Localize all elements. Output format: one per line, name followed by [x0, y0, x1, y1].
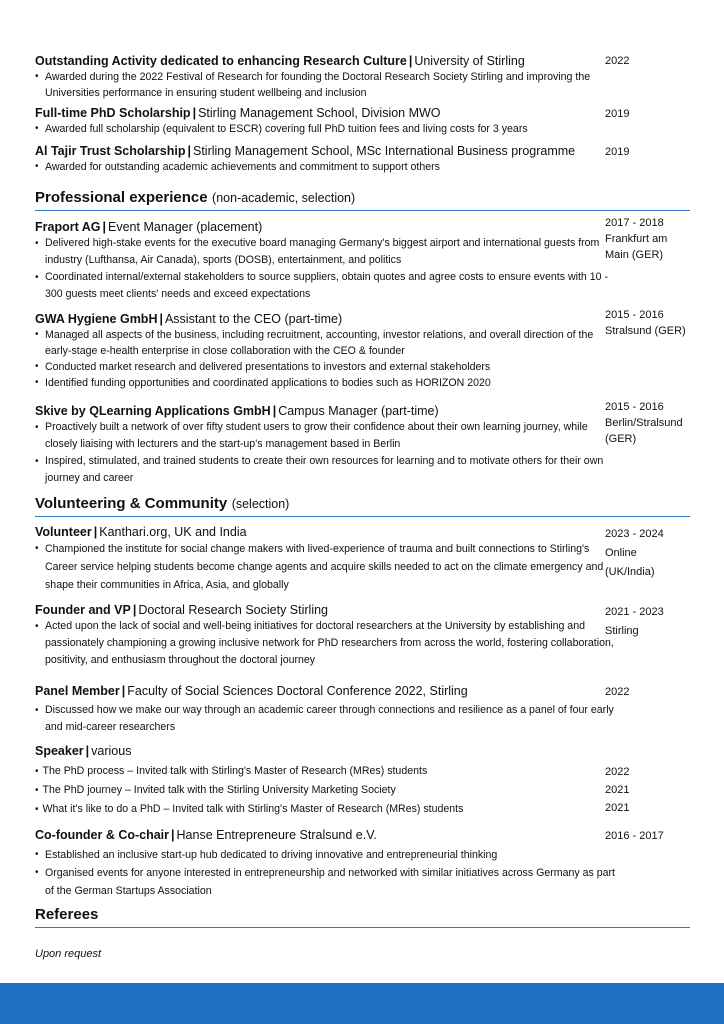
entry-heading: GWA Hygiene GmbH | Assistant to the CEO (part-time): [35, 312, 343, 326]
entry-date: [605, 399, 715, 447]
entry-heading: Speaker | various: [35, 744, 132, 758]
entry-heading: Co-founder & Co-chair | Hanse Entrepreneure Stralsund e.V.: [35, 828, 377, 842]
talk-year: 2021: [605, 802, 630, 814]
award-entry: [35, 143, 690, 175]
volunteer-entry: [35, 743, 690, 819]
section-title: Professional experience: [35, 189, 208, 206]
award-entry: [35, 105, 690, 137]
entry-date-range: 2015 - 2016: [605, 401, 664, 413]
bullet-item: • Organised events for anyone interested in entrepreneurship and networked with similar initiatives across Germany as part of the German Startups Association: [35, 864, 615, 900]
entry-date-range: 2021 - 2023: [605, 606, 664, 618]
referees-text: Upon request: [35, 948, 102, 960]
entry-date: [605, 307, 715, 339]
volunteer-entry: [35, 602, 690, 669]
bullet-item: • Awarded for outstanding academic achievements and commitment to support others: [35, 159, 615, 175]
entry-heading: Panel Member | Faculty of Social Sciences Doctoral Conference 2022, Stirling: [35, 684, 468, 698]
talk-item: • The PhD process – Invited talk with Stirling's Master of Research (MRes) students: [35, 762, 605, 781]
entry-year: 2022: [605, 686, 630, 698]
bullet-item: • Managed all aspects of the business, including recruitment, accounting, investor relations, and overall direction of the early-stage e-health enterprise in close collaboration with the CEO & founder: [35, 327, 615, 359]
entry-location: Frankfurt am Main (GER): [605, 233, 668, 261]
entry-date-range: 2023 - 2024: [605, 528, 664, 540]
entry-title: Fraport AG: [35, 220, 101, 234]
entry-title: Panel Member: [35, 684, 120, 698]
entry-org: Campus Manager (part-time): [278, 404, 439, 418]
entry-org: Doctoral Research Society Stirling: [138, 603, 329, 617]
entry-heading: Full-time PhD Scholarship | Stirling Management School, Division MWO: [35, 106, 441, 120]
entry-year: 2022: [605, 55, 630, 67]
talk-year: 2021: [605, 784, 630, 796]
entry-title: Skive by QLearning Applications GmbH: [35, 404, 271, 418]
entry-title: Founder and VP: [35, 603, 131, 617]
entry-date: [605, 603, 715, 641]
entry-org: Hanse Entrepreneure Stralsund e.V.: [176, 828, 377, 842]
entry-title: Co-founder & Co-chair: [35, 828, 170, 842]
section-subtitle: (selection): [231, 497, 290, 511]
entry-location: Stirling: [605, 625, 639, 637]
entry-date-range: 2017 - 2018: [605, 217, 664, 229]
bullet-item: • Championed the institute for social change makers with lived-experience of trauma and built connections to Stirling's Career service helping students become change agents and acquire skills needed to act on the climate emergency and shape their communities in Africa, Asia, and globally: [35, 540, 615, 594]
job-entry: [35, 311, 690, 391]
bullet-item: • Awarded during the 2022 Festival of Research for founding the Doctoral Research Society Stirling and improving the Universities performance in ensuring student wellbeing and inclusion: [35, 69, 615, 101]
entry-title: Al Tajir Trust Scholarship: [35, 144, 186, 158]
bullet-item: • Established an inclusive start-up hub dedicated to driving innovative and entrepreneurial thinking: [35, 846, 615, 864]
footer-bar: [0, 983, 724, 1024]
entry-heading: Volunteer | Kanthari.org, UK and India: [35, 525, 247, 539]
entry-heading: Fraport AG | Event Manager (placement): [35, 220, 263, 234]
entry-date-range: 2015 - 2016: [605, 309, 664, 321]
section-heading-volunteering: [35, 495, 690, 517]
talk-item: • What it's like to do a PhD – Invited talk with Stirling's Master of Research (MRes) students: [35, 800, 605, 819]
talk-item: • The PhD journey – Invited talk with the Stirling University Marketing Society: [35, 781, 605, 800]
entry-heading: Al Tajir Trust Scholarship | Stirling Management School, MSc International Business programme: [35, 144, 576, 158]
volunteer-entry: [35, 683, 690, 736]
bullet-item: • Inspired, stimulated, and trained students to create their own resources for learning and to motivate others for their own journey and career: [35, 453, 615, 487]
entry-title: GWA Hygiene GmbH: [35, 312, 158, 326]
entry-title: Volunteer: [35, 525, 92, 539]
volunteer-entry: [35, 524, 690, 594]
entry-org: Stirling Management School, Division MWO: [198, 106, 441, 120]
section-heading-referees: [35, 906, 690, 928]
entry-location: Berlin/Stralsund (GER): [605, 417, 683, 445]
volunteer-entry: [35, 827, 690, 900]
entry-heading: Skive by QLearning Applications GmbH | Campus Manager (part-time): [35, 404, 439, 418]
entry-date-range: 2016 - 2017: [605, 830, 664, 842]
entry-org: Assistant to the CEO (part-time): [164, 312, 343, 326]
bullet-item: • Discussed how we make our way through an academic career through connections and resilience as a panel of four early and mid-career researchers: [35, 702, 615, 736]
entry-date: [605, 525, 715, 582]
talk-year: 2022: [605, 766, 630, 778]
entry-location: Online (UK/India): [605, 547, 655, 578]
bullet-item: • Proactively built a network of over fifty student users to grow their confidence about their own learning journey, while closely liaising with lecturers and the start-up's management based in Berlin: [35, 419, 615, 453]
entry-org: Faculty of Social Sciences Doctoral Conference 2022, Stirling: [127, 684, 468, 698]
bullet-item: • Acted upon the lack of social and well-being initiatives for doctoral researchers at the University by establishing and passionately championing a growing inclusive network for PhD researchers from across the world, fostering collaboration, positivity, and enthusiasm throughout the doctoral journey: [35, 618, 615, 669]
entry-org: various: [91, 744, 132, 758]
bullet-item: • Delivered high-stake events for the executive board managing Germany's biggest airport and international guests from industry (Lufthansa, Air Canada), sports (DOSB), entertainment, and politics: [35, 235, 615, 269]
section-title: Volunteering & Community: [35, 495, 228, 512]
section-subtitle: (non-academic, selection): [212, 191, 356, 205]
bullet-item: • Coordinated internal/external stakeholders to source suppliers, obtain quotes and agree costs to ensure events with 10 - 300 guests meet clients' needs and exceed expectations: [35, 269, 615, 303]
entry-org: Stirling Management School, MSc International Business programme: [193, 144, 576, 158]
entry-title: Speaker: [35, 744, 84, 758]
entry-org: Kanthari.org, UK and India: [99, 525, 247, 539]
section-title: Referees: [35, 906, 99, 923]
entry-org: Event Manager (placement): [108, 220, 263, 234]
entry-heading: Founder and VP | Doctoral Research Society Stirling: [35, 603, 329, 617]
entry-title: Full-time PhD Scholarship: [35, 106, 191, 120]
section-heading-professional: [35, 189, 690, 211]
entry-year: 2019: [605, 108, 630, 120]
bullet-item: • Conducted market research and delivered presentations to investors and external stakeholders: [35, 359, 615, 375]
entry-date: [605, 215, 715, 263]
entry-heading: Outstanding Activity dedicated to enhancing Research Culture | University of Stirling: [35, 54, 525, 68]
entry-title: Outstanding Activity dedicated to enhancing Research Culture: [35, 54, 407, 68]
entry-year: 2019: [605, 146, 630, 158]
job-entry: [35, 403, 690, 487]
bullet-item: • Awarded full scholarship (equivalent to ESCR) covering full PhD tuition fees and living costs for 3 years: [35, 121, 615, 137]
entry-location: Stralsund (GER): [605, 325, 686, 337]
job-entry: [35, 219, 690, 303]
bullet-item: • Identified funding opportunities and coordinated applications to bodies such as HORIZON 2020: [35, 375, 615, 391]
talk-years: [605, 763, 715, 817]
award-entry: [35, 53, 690, 101]
entry-org: University of Stirling: [414, 54, 525, 68]
